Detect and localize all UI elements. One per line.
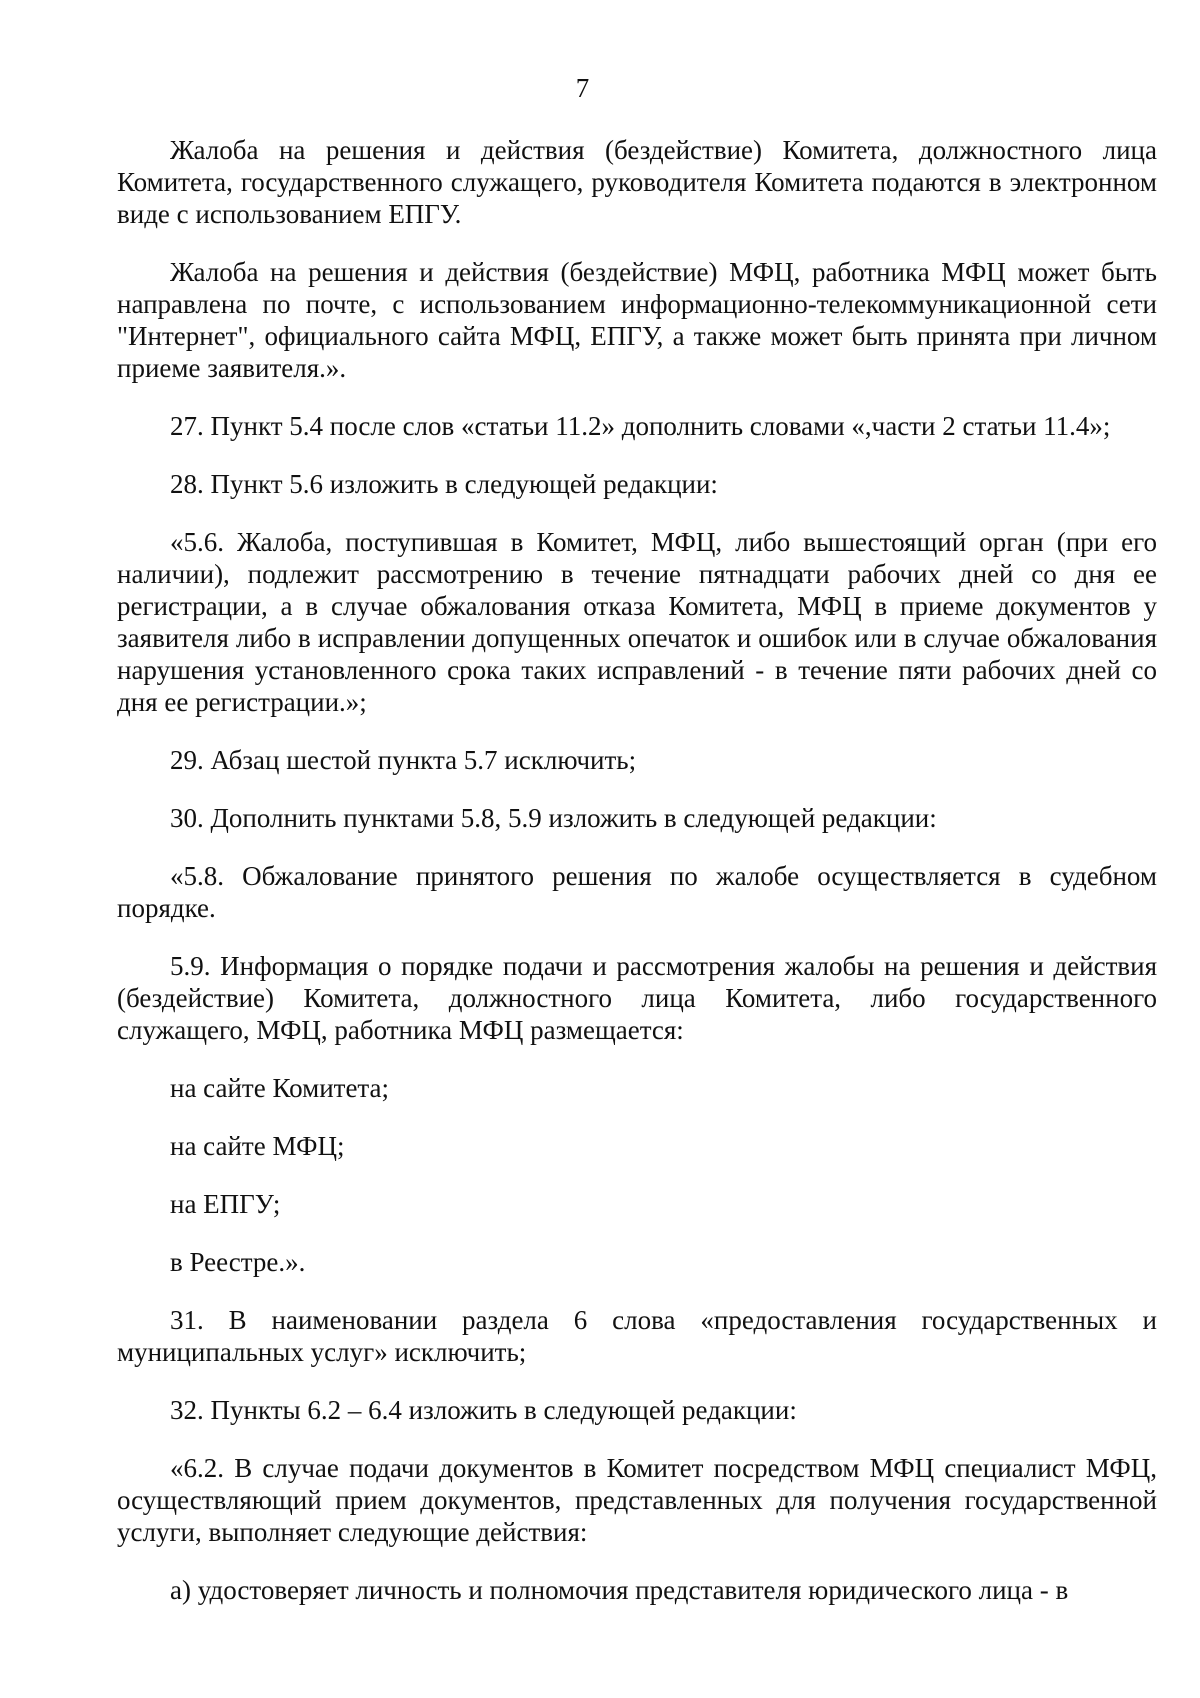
paragraph-item-28: 28. Пункт 5.6 изложить в следующей редакции: [170, 469, 718, 499]
paragraph-clause-5-9: 5.9. Информация о порядке подачи и рассмотрения жалобы на решения и действия (бездействие) Комитета, должностного лица Комитета, либо государственного служащего, МФЦ, работника МФЦ размещается: [117, 951, 1157, 1045]
list-item-mfc-site: на сайте МФЦ; [170, 1131, 345, 1161]
paragraph-item-29: 29. Абзац шестой пункта 5.7 исключить; [170, 745, 637, 775]
list-item-epgu: на ЕПГУ; [170, 1189, 281, 1219]
paragraph-item-27: 27. Пункт 5.4 после слов «статьи 11.2» дополнить словами «,части 2 статьи 11.4»; [170, 411, 1111, 441]
paragraph-item-31: 31. В наименовании раздела 6 слова «предоставления государственных и муниципальных услуг» исключить; [117, 1305, 1157, 1367]
paragraph-complaint-committee: Жалоба на решения и действия (бездействие) Комитета, должностного лица Комитета, государственного служащего, руководителя Комитета подаются в электронном виде с использованием ЕПГУ. [117, 135, 1157, 229]
paragraph-complaint-mfc: Жалоба на решения и действия (бездействие) МФЦ, работника МФЦ может быть направлена по почте, с использованием информационно-телекоммуникационной сети "Интернет", официального сайта МФЦ, ЕПГУ, а также может быть принята при личном приеме заявителя.». [117, 257, 1157, 383]
paragraph-subitem-a: а) удостоверяет личность и полномочия представителя юридического лица - в [170, 1575, 1069, 1605]
list-item-committee-site: на сайте Комитета; [170, 1073, 390, 1103]
paragraph-clause-5-8: «5.8. Обжалование принятого решения по жалобе осуществляется в судебном порядке. [117, 861, 1157, 923]
paragraph-item-30: 30. Дополнить пунктами 5.8, 5.9 изложить в следующей редакции: [170, 803, 937, 833]
paragraph-clause-5-6: «5.6. Жалоба, поступившая в Комитет, МФЦ, либо вышестоящий орган (при его наличии), подлежит рассмотрению в течение пятнадцати рабочих дней со дня ее регистрации, а в случае обжалования отказа Комитета, МФЦ в приеме документов у заявителя либо в исправлении допущенных опечаток и ошибок или в случае обжалования нарушения установленного срока таких исправлений - в течение пяти рабочих дней со дня ее регистрации.»; [117, 527, 1157, 717]
paragraph-clause-6-2: «6.2. В случае подачи документов в Комитет посредством МФЦ специалист МФЦ, осуществляющий прием документов, представленных для получения государственной услуги, выполняет следующие действия: [117, 1453, 1157, 1547]
page-number: 7 [575, 73, 590, 103]
paragraph-item-32: 32. Пункты 6.2 – 6.4 изложить в следующей редакции: [170, 1395, 797, 1425]
document-body [117, 134, 1157, 1632]
list-item-registry: в Реестре.». [170, 1247, 306, 1277]
